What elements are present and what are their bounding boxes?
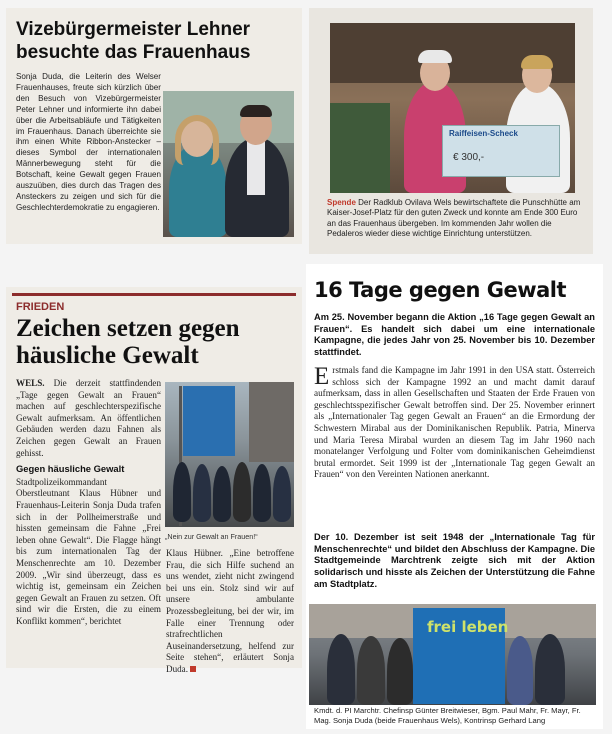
article-title: Vizebürgermeister Lehner besuchte das Frauenhaus: [16, 19, 251, 63]
article-title: Zeichen setzen gegen häusliche Gewalt: [16, 315, 240, 369]
flag-text: frei leben: [427, 618, 509, 636]
donation-check: [442, 125, 560, 177]
body-text: rstmals fand die Kampagne im Jahr 1991 in den USA statt. Österreich schloss sich der Kampagne 1992 an und macht damit darauf aufmerksam, dass in allen Gesellschaften und Staaten der Erde Frauen von geschlechtsspezifischer Gewalt betroffen sind. Der 25. November erinnert als „Internationaler Tag gegen Gewalt an Frauen“ an die Ermordung der Schwestern Mirabal aus der Dominikanischen Republik. Patria, Minerva und Maria Teresa Mirabal wurden an diesem Tag im Jahr 1960 nach monatelanger Verfolgung und Folter vom dominikanischen Geheimdienst brutal ermordet. Seit 1999 ist der „Internationale Tag gegen Gewalt an Frauen“ von den Vereinten Nationen anerkannt.: [314, 365, 595, 480]
check-amount: € 300,-: [453, 152, 485, 163]
drop-cap: E: [314, 363, 330, 390]
dateline: WELS.: [16, 378, 45, 388]
article-body: [314, 365, 595, 481]
body-text-1: Stadtpolizeikommandant Oberstleutnant Klaus Hübner und Frauenhaus-Leiterin Sonja Duda trafen sich in der Pollheimerstraße und hissten gemeinsam die Fahne „Frei leben ohne Gewalt“. Die Flagge hängt bis zum internationalen Tag der Menschenrechte am 10. Dezember 2009. „Wir sind überzeugt, dass es wichtig ist, gemeinsam ein Zeichen gegen Gewalt an Frauen zu setzen. Oft sind wir die Ersten, die zu einem Konflikt kommen“, berichtet: [16, 476, 161, 626]
article-clip-lehner: [6, 8, 302, 244]
article-clip-16-tage: [306, 264, 603, 729]
check-bank-label: Raiffeisen-Scheck: [449, 129, 518, 138]
top-rule: [12, 293, 296, 296]
lead-text: Die derzeit stattfindenden „Tage gegen Gewalt an Frauen“ machen auf geschlechterspezifische Gewalt aufmerksam. An öffentlichen Gebäuden werden dazu Fahnen als Zeichen gegen Gewalt an Frauen gehisst.: [16, 378, 161, 458]
article-column-1: [16, 378, 161, 627]
photo-caption: „Nein zur Gewalt an Frauen!“: [165, 532, 258, 541]
article-column-2: [166, 548, 294, 676]
article-clip-zeichen: [6, 287, 302, 674]
photo-marchtrenk-flag: [309, 604, 596, 705]
article-body: Sonja Duda, die Leiterin des Welser Frauenhauses, freute sich kürzlich über den Besuch von Vizebürgermeister Peter Lehner und informierte ihn dabei über die Arbeitsabläufe und Tätigkeiten im Frauenhaus. Danach überreichte sie ihm einen White Ribbon-Anstecker – dieses Symbol der internationalen Männerbewegung steht für die Botschaft, keine Gewalt gegen Frauen auszuüben, dies durch das Tragen des Ansteckers zu zeigen und sich für die Geschlechterdemokratie zu engagieren.: [16, 72, 161, 212]
closing-paragraph: Der 10. Dezember ist seit 1948 der „Internationale Tag für Menschenrechte“ und bildet den Abschluss der Kampagne. Die Stadtgemeinde Marchtrenk zeigte sich mit der Aktion solidarisch und hisste als Zeichen der Unterstützung die Fahne am Stadtplatz.: [314, 532, 595, 589]
caption-text: Der Radklub Ovilava Wels bewirtschaftete die Punschhütte am Kaiser-Josef-Platz für den guten Zweck und konnte am Ende 300 Euro an das Frauenhaus übergeben. Im kommenden Jahr wollen die Pedaleros wieder diese wichtige Einrichtung unterstützen.: [327, 198, 581, 239]
photo-lehner-duda: [163, 91, 294, 237]
section-kicker: FRIEDEN: [16, 301, 65, 313]
lead-text: Am 25. November begann die Aktion „16 Tage gegen Gewalt an Frauen“. Es handelt sich dabei um eine internationale Kampagne, die jedes Jahr von 25. November bis 10. Dezember stattfindet.: [314, 312, 595, 358]
photo-caption: [327, 198, 582, 240]
photo-caption: Kmdt. d. PI Marchtr. Chefinsp Günter Breitwieser, Bgm. Paul Mahr, Fr. Mayr, Fr. Mag. Sonja Duda (beide Frauenhaus Wels), Kontrinsp Gerhard Lang: [314, 706, 581, 725]
caption-lead: Spende: [327, 198, 356, 207]
article-clip-spende: [309, 8, 593, 254]
end-mark-icon: [190, 666, 196, 672]
body-text-2: Klaus Hübner. „Eine betroffene Frau, die sich Hilfe suchend an uns wendet, zieht nicht zwingend bei uns ein. Stolz sind wir auf unsere ambulante Prozessbegleitung, bei der wir, im Falle einer Trennung oder strafrechtlichen Auseinandersetzung, helfend zur Seite stehen“, erläutert Sonja Duda.: [166, 548, 294, 674]
photo-donation: [330, 23, 575, 193]
article-title: 16 Tage gegen Gewalt: [314, 278, 567, 302]
subheading: Gegen häusliche Gewalt: [16, 463, 125, 475]
photo-flag-raising: [165, 382, 294, 527]
